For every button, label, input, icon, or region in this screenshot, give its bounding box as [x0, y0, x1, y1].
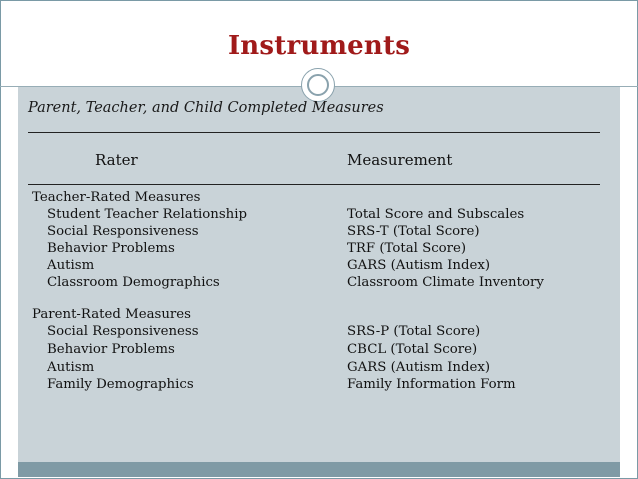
header-rule [28, 184, 600, 185]
table-row-rater: Social Responsiveness [47, 324, 199, 339]
table-row-measurement: TRF (Total Score) [347, 241, 467, 256]
table-row-measurement: SRS-T (Total Score) [347, 224, 480, 239]
teacher-group-label: Teacher-Rated Measures [32, 190, 201, 205]
table-row-measurement: Family Information Form [347, 377, 516, 392]
table-row-rater: Family Demographics [47, 377, 194, 392]
parent-group-label: Parent-Rated Measures [32, 307, 191, 322]
table-row-measurement: Total Score and Subscales [347, 207, 525, 222]
table-row-measurement: SRS-P (Total Score) [347, 324, 481, 339]
table-row-rater: Autism [47, 258, 95, 273]
table-subtitle: Parent, Teacher, and Child Completed Measures [28, 100, 384, 116]
bottom-accent-bar [18, 462, 620, 477]
divider-circle-inner [307, 74, 329, 96]
table-row-measurement: GARS (Autism Index) [347, 360, 491, 375]
table-row-rater: Behavior Problems [47, 241, 175, 256]
slide-title: Instruments [227, 31, 411, 61]
table-row-rater: Student Teacher Relationship [47, 207, 248, 222]
table-row-rater: Social Responsiveness [47, 224, 199, 239]
top-rule [28, 132, 600, 133]
measurement-header: Measurement [347, 151, 453, 169]
table-row-rater: Autism [47, 360, 95, 375]
table-row-rater: Classroom Demographics [47, 275, 220, 290]
table-row-rater: Behavior Problems [47, 342, 175, 357]
rater-header: Rater [95, 151, 138, 169]
table-row-measurement: GARS (Autism Index) [347, 258, 491, 273]
table-row-measurement: Classroom Climate Inventory [347, 275, 544, 290]
table-row-measurement: CBCL (Total Score) [347, 342, 478, 357]
divider-circle-ornament [301, 68, 335, 102]
